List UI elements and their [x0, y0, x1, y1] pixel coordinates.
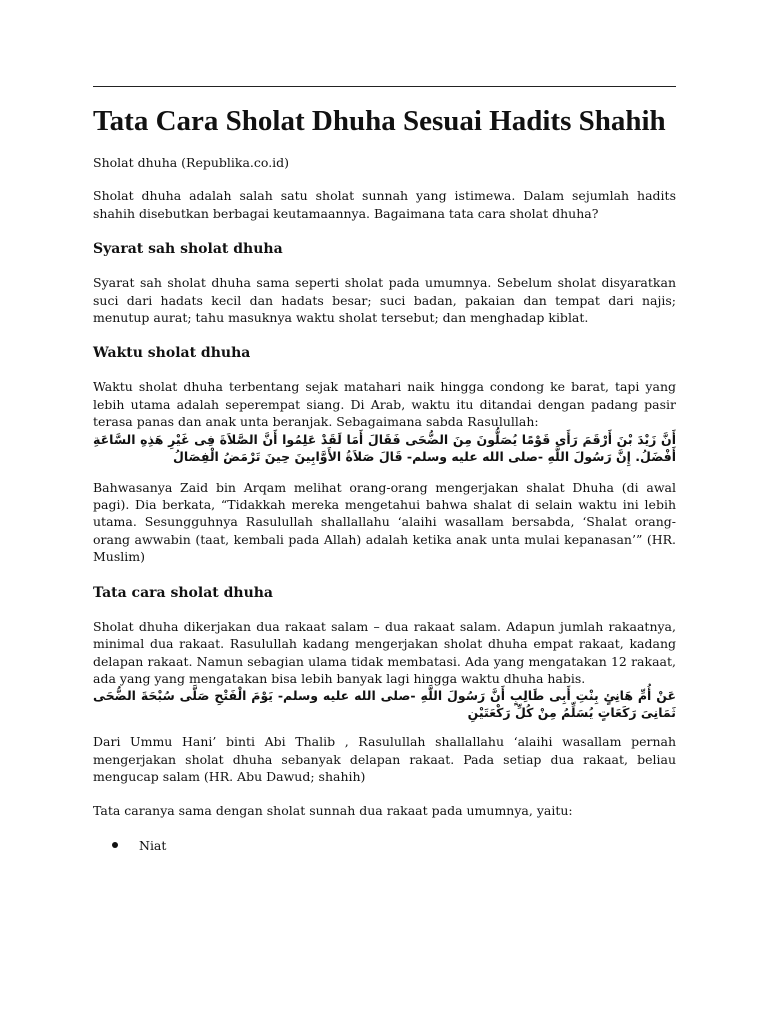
article-body [93, 104, 676, 854]
waktu-hadith-arabic: أَنَّ زَيْدَ بْنَ أَرْقَمَ رَأَى قَوْمًا يُصَلُّونَ مِنَ الضُّحَى فَقَالَ أَمَا لَقَدْ عَلِمُوا أَنَّ الصَّلاَةَ فِى غَيْرِ هَذِهِ السَّاعَةِ أَفْضَلُ. إِنَّ رَسُولَ اللَّهِ -صلى الله عليه وسلم- قَالَ صَلاَةُ الأَوَّابِينَ حِينَ تَرْمَضُ الْفِصَالُ [93, 431, 676, 464]
section-heading-syarat: Syarat sah sholat dhuha [93, 241, 283, 258]
image-source-caption: Sholat dhuha (Republika.co.id) [93, 155, 290, 170]
tata-cara-hadith-arabic: عَنْ أُمِّ هَانِئٍ بِنْتِ أَبِى طَالِبٍ أَنَّ رَسُولَ اللَّهِ -صلى الله عليه وسلم- يَوْمَ الْفَتْحِ صَلَّى سُبْحَةَ الضُّحَى ثَمَانِىَ رَكَعَاتٍ يُسَلِّمُ مِنْ كُلِّ رَكْعَتَيْنِ [93, 688, 676, 721]
article-title: Tata Cara Sholat Dhuha Sesuai Hadits Shahih [93, 105, 666, 137]
syarat-paragraph: Syarat sah sholat dhuha sama seperti sholat pada umumnya. Sebelum sholat disyaratkan suci dari hadats kecil dan hadats besar; suci badan, pakaian dan tempat dari najis; menutup aurat; tahu masuknya waktu sholat tersebut; dan menghadap kiblat. [93, 275, 676, 326]
waktu-hadith-translation: Bahwasanya Zaid bin Arqam melihat orang-orang mengerjakan shalat Dhuha (di awal pagi). Dia berkata, “Tidakkah mereka mengetahui bahwa shalat di selain waktu ini lebih utama. Sesungguhnya Rasulullah shallallahu ‘alaihi wasallam bersabda, ‘Shalat orang-orang awwabin (taat, kembali pada Allah) adalah ketika anak unta mulai kepanasan’” (HR. Muslim) [93, 479, 676, 565]
intro-paragraph: Sholat dhuha adalah salah satu sholat sunnah yang istimewa. Dalam sejumlah hadits shahih disebutkan berbagai keutamaannya. Bagaimana tata cara sholat dhuha? [93, 188, 676, 221]
tata-cara-hadith-translation: Dari Ummu Hani’ binti Abi Thalib , Rasulullah shallallahu ‘alaihi wasallam pernah mengerjakan sholat dhuha sebanyak delapan rakaat. Pada setiap dua rakaat, beliau mengucap salam (HR. Abu Dawud; shahih) [93, 734, 676, 785]
list-item [139, 837, 676, 854]
section-heading-waktu: Waktu sholat dhuha [93, 345, 251, 362]
tata-cara-closing: Tata caranya sama dengan sholat sunnah dua rakaat pada umumnya, yaitu: [93, 802, 573, 818]
bullet-icon [112, 842, 118, 848]
list-item-label: Niat [139, 837, 167, 853]
top-divider [93, 86, 676, 87]
section-heading-tata-cara: Tata cara sholat dhuha [93, 584, 274, 601]
waktu-paragraph: Waktu sholat dhuha terbentang sejak matahari naik hingga condong ke barat, tapi yang lebih utama adalah seperempat siang. Di Arab, waktu itu ditandai dengan padang pasir terasa panas dan anak unta beranjak. Sebagaimana sabda Rasulullah: [93, 379, 676, 430]
steps-list [93, 837, 676, 854]
tata-cara-paragraph: Sholat dhuha dikerjakan dua rakaat salam – dua rakaat salam. Adapun jumlah rakaatnya, minimal dua rakaat. Rasulullah kadang mengerjakan sholat dhuha empat rakaat, kadang delapan rakaat. Namun sebagian ulama tidak membatasi. Ada yang mengatakan 12 rakaat, ada yang yang mengatakan bisa lebih banyak lagi hingga waktu dhuha habis. [93, 618, 676, 686]
